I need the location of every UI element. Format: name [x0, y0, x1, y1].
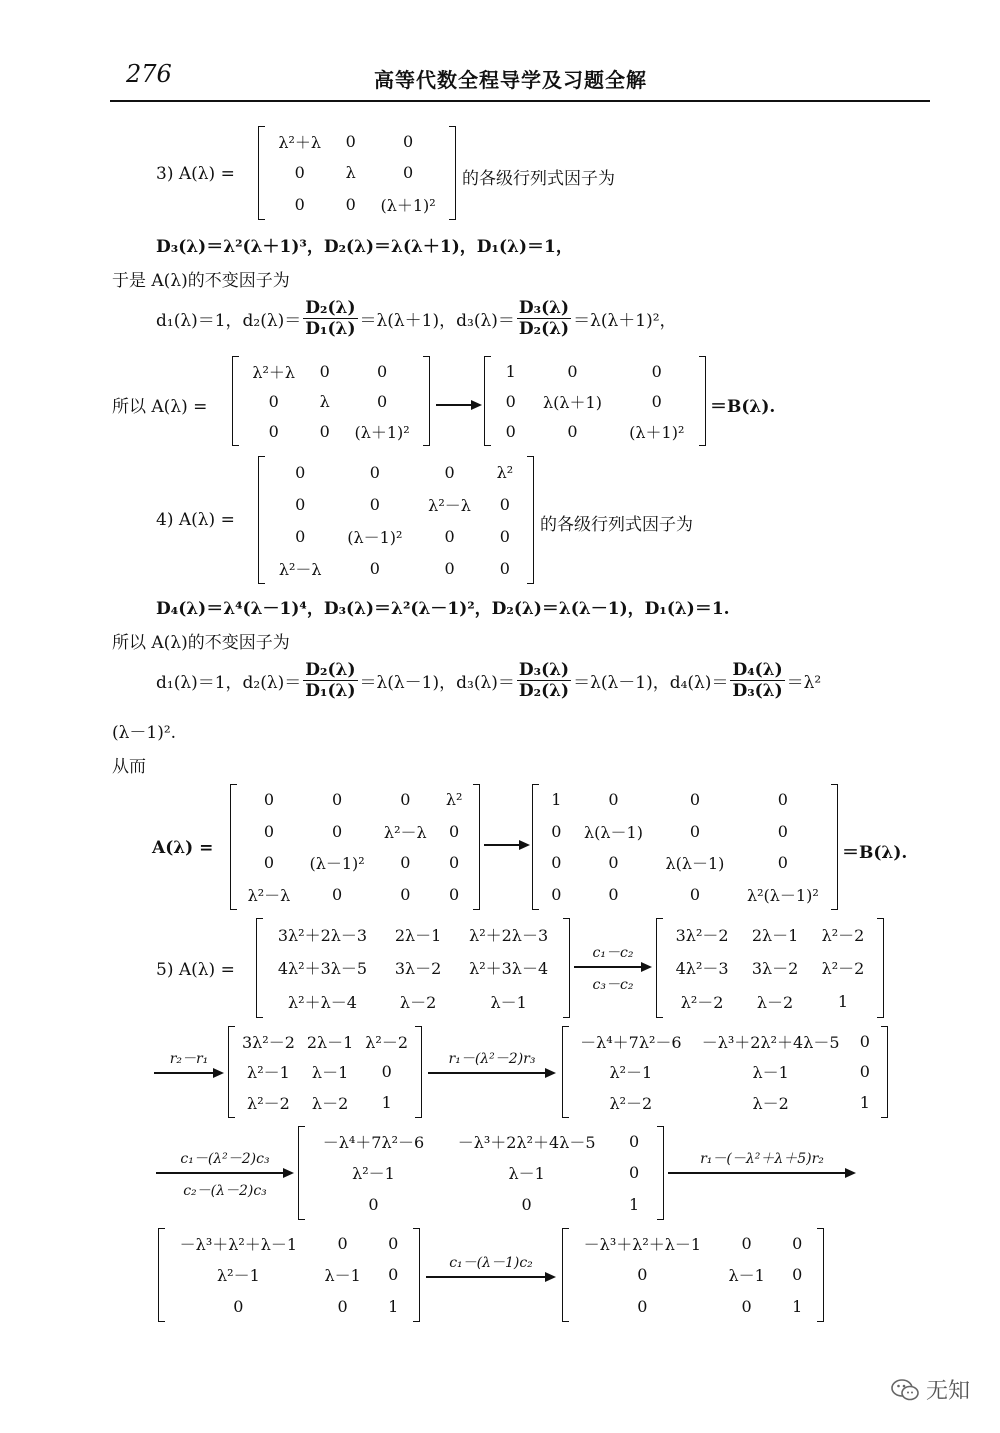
p5-matrix-5-cell: 0: [368, 1194, 379, 1214]
p3-frac-2-den: D₂(λ): [518, 319, 570, 339]
p4-d-pre: d₁(λ)＝1，d₂(λ)＝: [156, 673, 302, 693]
p5-matrix-6-cell: －λ³＋λ²＋λ－1: [179, 1235, 298, 1255]
p3-matrix-b-cell: 0: [651, 361, 662, 381]
p5-matrix-2-cell: λ－2: [756, 992, 794, 1012]
p5-matrix-2-cell: 4λ²－3: [675, 959, 729, 979]
p4-matrix-a-cell: 0: [449, 884, 460, 904]
p5-op5-arrow: [668, 1151, 856, 1178]
p3-matrix-b-cell: 0: [567, 421, 578, 441]
p4-frac-2: [517, 660, 571, 701]
p3-frac-1-den: D₁(λ): [305, 319, 356, 339]
p4-matrix-b-cell: 0: [777, 790, 788, 810]
p4-matrix-b-cell: 0: [689, 790, 701, 810]
p4-matrix-b-cell: 0: [608, 884, 619, 904]
p3-d-mid: ＝λ(λ＋1)，d₃(λ)＝: [359, 311, 515, 331]
p4-d-mid: ＝λ(λ－1)，d₃(λ)＝: [359, 673, 515, 693]
p5-op1-below: c₃－c₂: [592, 977, 634, 993]
p5-matrix-4-cell: λ²－1: [609, 1063, 653, 1083]
p4-matrix-b-cell: 0: [777, 853, 788, 873]
p3-equals-b: ＝B(λ).: [710, 397, 776, 417]
header-rule: [110, 100, 930, 102]
p5-matrix-6-cell: 1: [388, 1296, 399, 1316]
p3-d-post: ＝λ(λ＋1)²，: [573, 311, 677, 331]
p5-matrix-7-cell: 1: [792, 1296, 803, 1316]
p3-therefore: 所以 A(λ) =: [112, 397, 208, 417]
p5-matrix-2-cell: 3λ²－2: [675, 926, 729, 946]
p4-so-line: 所以 A(λ)的不变因子为: [112, 633, 290, 653]
p4-matrix-b-cell: 0: [608, 853, 619, 873]
p3-frac-2: [517, 298, 571, 339]
p5-op2-arrow: [154, 1051, 224, 1078]
p3-matrix: [258, 126, 456, 220]
p4-matrix-b: [532, 784, 838, 910]
p4-matrix-b-cell: λ(λ－1): [583, 822, 643, 842]
p5-matrix-7-cell: 0: [741, 1296, 752, 1316]
p5-matrix-7-cell: 0: [741, 1234, 752, 1254]
p5-matrix-6-cell: 0: [337, 1296, 348, 1316]
p5-matrix-3-cell: λ－2: [311, 1094, 349, 1114]
p5-matrix-4-cell: －λ³＋2λ²＋4λ－5: [701, 1032, 840, 1052]
p3-matrix-a-cell: 0: [268, 421, 279, 441]
p3-matrix-b-cell: λ(λ＋1): [542, 392, 602, 412]
p4-matrix-a-cell: 0: [400, 853, 411, 873]
p5-matrix-4-cell: λ－2: [752, 1094, 789, 1114]
p3-matrix-a-cell: (λ＋1)²: [354, 422, 410, 442]
p5-matrix-5-cell: －λ⁴＋7λ²－6: [322, 1133, 425, 1153]
p5-matrix-4-cell: λ²－2: [609, 1094, 653, 1114]
p5-matrix-5-cell: －λ³＋2λ²＋4λ－5: [457, 1133, 596, 1153]
p3-matrix-cell: λ: [345, 163, 356, 183]
p5-op6-label: c₁－(λ－1)c₂: [449, 1255, 533, 1271]
p5-matrix-1-cell: 2λ－1: [394, 926, 442, 946]
p4-matrix-cell: 0: [499, 494, 510, 514]
p4-equals-b: ＝B(λ).: [842, 843, 908, 863]
p4-matrix-b-cell: 0: [689, 884, 701, 904]
p4-matrix: [258, 456, 534, 584]
p4-matrix-cell: 0: [444, 526, 455, 546]
p4-matrix-a-cell: 0: [263, 790, 275, 810]
p3-matrix-b-cell: (λ＋1)²: [629, 422, 685, 442]
p4-lhs: A(λ) =: [152, 838, 214, 858]
p3-matrix-cell: (λ＋1)²: [380, 195, 436, 215]
p5-matrix-4: [562, 1026, 888, 1118]
p5-matrix-2-cell: 2λ－1: [751, 926, 799, 946]
p4-frac-3: [730, 660, 784, 701]
p3-arrow: [436, 400, 482, 410]
p5-op1-above: c₁－c₂: [592, 945, 634, 961]
p5-matrix-5-cell: 0: [629, 1163, 640, 1183]
p3-d-line: D₃(λ)＝λ²(λ＋1)³，D₂(λ)＝λ(λ＋1)，D₁(λ)＝1，: [156, 237, 573, 257]
p3-matrix-b-cell: 0: [651, 391, 662, 411]
p4-matrix-b-cell: 0: [551, 884, 562, 904]
p5-matrix-7-cell: 0: [637, 1296, 648, 1316]
p4-matrix-a: [230, 784, 480, 910]
p4-arrow: [484, 840, 530, 850]
p5-matrix-6-cell: λ－1: [324, 1266, 361, 1286]
p5-matrix-3: [228, 1026, 422, 1118]
p3-matrix-cell: 0: [402, 132, 414, 152]
p4-matrix-b-cell: 0: [608, 790, 619, 810]
p4-matrix-a-cell: 0: [332, 790, 343, 810]
p3-label: 3) A(λ) =: [156, 164, 235, 184]
p4-matrix-cell: 0: [369, 558, 380, 578]
p5-matrix-3-cell: λ²－1: [247, 1063, 290, 1083]
p4-matrix-a-cell: λ²－λ: [247, 885, 291, 905]
p4-matrix-cell: 0: [444, 462, 455, 482]
p5-op4-below: c₂－(λ－2)c₃: [183, 1183, 267, 1199]
p5-matrix-5-cell: 1: [629, 1194, 640, 1214]
p3-matrix-b-cell: 0: [567, 361, 578, 381]
p4-matrix-cell: 0: [444, 558, 455, 578]
p4-d-post: ＝λ²: [786, 673, 822, 693]
p5-matrix-3-cell: λ²－2: [365, 1032, 409, 1052]
p4-matrix-b-cell: 1: [551, 790, 562, 810]
p4-thus: 从而: [112, 757, 146, 777]
p5-matrix-4-cell: λ－1: [752, 1063, 789, 1083]
p4-matrix-a-cell: λ²: [445, 790, 463, 810]
p4-matrix-a-cell: 0: [400, 790, 411, 810]
p3-matrix-b: [484, 356, 706, 446]
p5-op2-label: r₂－r₁: [169, 1051, 209, 1067]
p5-matrix-1-cell: 3λ²＋2λ－3: [277, 926, 368, 946]
p4-frac-2-den: D₂(λ): [518, 681, 570, 701]
p5-matrix-4-cell: －λ⁴＋7λ²－6: [580, 1032, 682, 1052]
p3-frac-1-num: D₂(λ): [305, 298, 356, 318]
p5-matrix-7-cell: λ－1: [728, 1266, 765, 1286]
p5-matrix-3-cell: λ²－2: [247, 1094, 290, 1114]
p4-frac-1-num: D₂(λ): [305, 660, 356, 680]
p4-matrix-cell: 0: [499, 526, 510, 546]
p3-so-line: 于是 A(λ)的不变因子为: [112, 271, 290, 291]
watermark: [890, 1374, 970, 1405]
p4-matrix-b-cell: 0: [689, 821, 701, 841]
p3-matrix-cell: 0: [294, 163, 305, 183]
p5-matrix-3-cell: 1: [381, 1093, 392, 1113]
p4-matrix-a-cell: 0: [263, 853, 275, 873]
p5-matrix-6-cell: 0: [388, 1234, 399, 1254]
p3-matrix-a: [232, 356, 430, 446]
p4-matrix-cell: 0: [499, 558, 510, 578]
p4-frac-1-den: D₁(λ): [305, 681, 356, 701]
p4-matrix-cell: 0: [295, 462, 306, 482]
p5-op4-above: c₁－(λ²－2)c₃: [180, 1151, 270, 1167]
p4-d-cont: (λ－1)².: [112, 723, 177, 743]
p4-frac-2-num: D₃(λ): [518, 660, 570, 680]
p3-matrix-b-cell: 0: [505, 421, 516, 441]
running-header: 高等代数全程导学及习题全解: [374, 68, 647, 92]
p3-tail: 的各级行列式因子为: [462, 169, 615, 189]
p3-matrix-a-cell: λ²＋λ: [252, 362, 296, 382]
p3-matrix-b-cell: 0: [505, 391, 516, 411]
p4-matrix-cell: 0: [369, 462, 380, 482]
p4-matrix-cell: (λ－1)²: [347, 527, 403, 547]
p5-matrix-5-cell: λ²－1: [352, 1164, 395, 1184]
p4-matrix-cell: λ²－λ: [278, 559, 322, 579]
p4-matrix-a-cell: 0: [449, 821, 460, 841]
p4-frac-3-num: D₄(λ): [732, 660, 783, 680]
p5-matrix-3-cell: 0: [381, 1062, 392, 1082]
p5-matrix-6: [158, 1228, 420, 1322]
watermark-text: 无知: [925, 1379, 970, 1404]
p3-matrix-cell: 0: [294, 194, 305, 214]
p4-matrix-cell: 0: [295, 526, 306, 546]
p4-d-mid2: ＝λ(λ－1)，d₄(λ)＝: [573, 673, 729, 693]
p5-matrix-4-cell: 0: [859, 1031, 870, 1051]
p5-matrix-1-cell: 3λ－2: [394, 959, 442, 979]
p4-matrix-a-cell: 0: [263, 821, 275, 841]
p5-matrix-6-cell: λ²－1: [217, 1266, 260, 1286]
p5-matrix-7-cell: 0: [792, 1265, 803, 1285]
p5-matrix-7-cell: 0: [792, 1234, 803, 1254]
page-number: 276: [126, 60, 172, 88]
p5-matrix-7: [562, 1228, 824, 1322]
wechat-icon: [890, 1377, 920, 1403]
p5-matrix-1-cell: λ²＋λ－4: [288, 992, 357, 1012]
p5-matrix-5: [298, 1126, 664, 1220]
p5-matrix-5-cell: 0: [629, 1132, 640, 1152]
p3-matrix-cell: 0: [402, 163, 414, 183]
p5-op3-arrow: [428, 1051, 556, 1078]
p4-matrix-b-cell: λ²(λ－1)²: [746, 885, 819, 905]
p5-matrix-7-cell: 0: [637, 1265, 648, 1285]
p3-matrix-a-cell: 0: [319, 361, 330, 381]
p5-op4-arrow: [156, 1151, 294, 1199]
p5-matrix-7-cell: －λ³＋λ²＋λ－1: [583, 1235, 702, 1255]
p5-matrix-2-cell: λ²－2: [821, 926, 865, 946]
p4-matrix-cell: λ²: [496, 462, 514, 482]
p4-matrix-b-cell: λ(λ－1): [665, 854, 725, 874]
p4-matrix-cell: λ²－λ: [428, 495, 471, 515]
p5-matrix-2-cell: 3λ－2: [751, 959, 799, 979]
p4-matrix-cell: 0: [369, 494, 380, 514]
p5-matrix-1-cell: λ²＋2λ－3: [469, 926, 549, 946]
p4-invariant-factors: [156, 660, 821, 701]
p4-matrix-b-cell: 0: [551, 853, 562, 873]
p3-matrix-cell: 0: [345, 132, 356, 152]
p3-matrix-a-cell: λ: [319, 391, 330, 411]
p5-matrix-6-cell: 0: [388, 1265, 399, 1285]
p4-matrix-a-cell: 0: [332, 884, 343, 904]
p5-matrix-1-cell: λ－1: [490, 992, 527, 1012]
p5-matrix-1-cell: λ－2: [399, 992, 437, 1012]
p5-op6-arrow: [426, 1255, 556, 1282]
p5-matrix-5-cell: 0: [521, 1194, 532, 1214]
p5-label: 5) A(λ) =: [156, 960, 235, 980]
p4-label: 4) A(λ) =: [156, 510, 235, 530]
p5-matrix-6-cell: 0: [337, 1234, 348, 1254]
p5-matrix-4-cell: 0: [859, 1062, 870, 1082]
p5-op1-arrow: [574, 945, 652, 993]
p3-matrix-a-cell: 0: [268, 391, 279, 411]
p5-matrix-2-cell: λ²－2: [680, 992, 724, 1012]
p3-frac-1: [303, 298, 357, 339]
p3-matrix-cell: 0: [345, 194, 356, 214]
p3-matrix-b-cell: 1: [505, 361, 516, 381]
p3-matrix-a-cell: 0: [376, 361, 388, 381]
p4-matrix-cell: 0: [295, 494, 306, 514]
p5-matrix-3-cell: λ－1: [311, 1063, 349, 1083]
p5-op5-label: r₁－(－λ²＋λ＋5)r₂: [700, 1151, 824, 1167]
p3-d-pre: d₁(λ)＝1，d₂(λ)＝: [156, 311, 302, 331]
p4-matrix-b-cell: 0: [551, 821, 562, 841]
p5-matrix-2-cell: 1: [837, 991, 849, 1011]
p4-frac-1: [303, 660, 357, 701]
p3-invariant-factors: [156, 298, 677, 339]
p3-matrix-a-cell: 0: [376, 391, 388, 411]
p5-matrix-1-cell: 4λ²＋3λ－5: [277, 959, 368, 979]
p4-matrix-a-cell: 0: [400, 884, 411, 904]
p4-d-line: D₄(λ)＝λ⁴(λ－1)⁴，D₃(λ)＝λ²(λ－1)²，D₂(λ)＝λ(λ－1)，D₁(λ)＝1.: [156, 599, 730, 619]
p3-matrix-cell: λ²＋λ: [278, 133, 322, 153]
p3-matrix-a-cell: 0: [319, 421, 330, 441]
p5-matrix-2: [656, 918, 884, 1018]
p4-matrix-a-cell: 0: [449, 853, 460, 873]
p4-matrix-a-cell: λ²－λ: [383, 822, 427, 842]
p4-matrix-a-cell: (λ－1)²: [309, 854, 365, 874]
p3-frac-2-num: D₃(λ): [518, 298, 570, 318]
p4-frac-3-den: D₃(λ): [732, 681, 783, 701]
p5-matrix-6-cell: 0: [233, 1296, 244, 1316]
p5-matrix-5-cell: λ－1: [508, 1164, 545, 1184]
p5-matrix-1: [256, 918, 570, 1018]
p4-matrix-b-cell: 0: [777, 821, 788, 841]
p5-matrix-1-cell: λ²＋3λ－4: [469, 959, 549, 979]
p5-matrix-3-cell: 2λ－1: [306, 1032, 354, 1052]
p4-matrix-a-cell: 0: [332, 821, 343, 841]
p5-op3-label: r₁－(λ²－2)r₃: [448, 1051, 536, 1067]
p5-matrix-3-cell: 3λ²－2: [241, 1032, 295, 1052]
p5-matrix-4-cell: 1: [859, 1093, 870, 1113]
p5-matrix-2-cell: λ²－2: [821, 959, 865, 979]
p4-tail: 的各级行列式因子为: [540, 515, 693, 535]
